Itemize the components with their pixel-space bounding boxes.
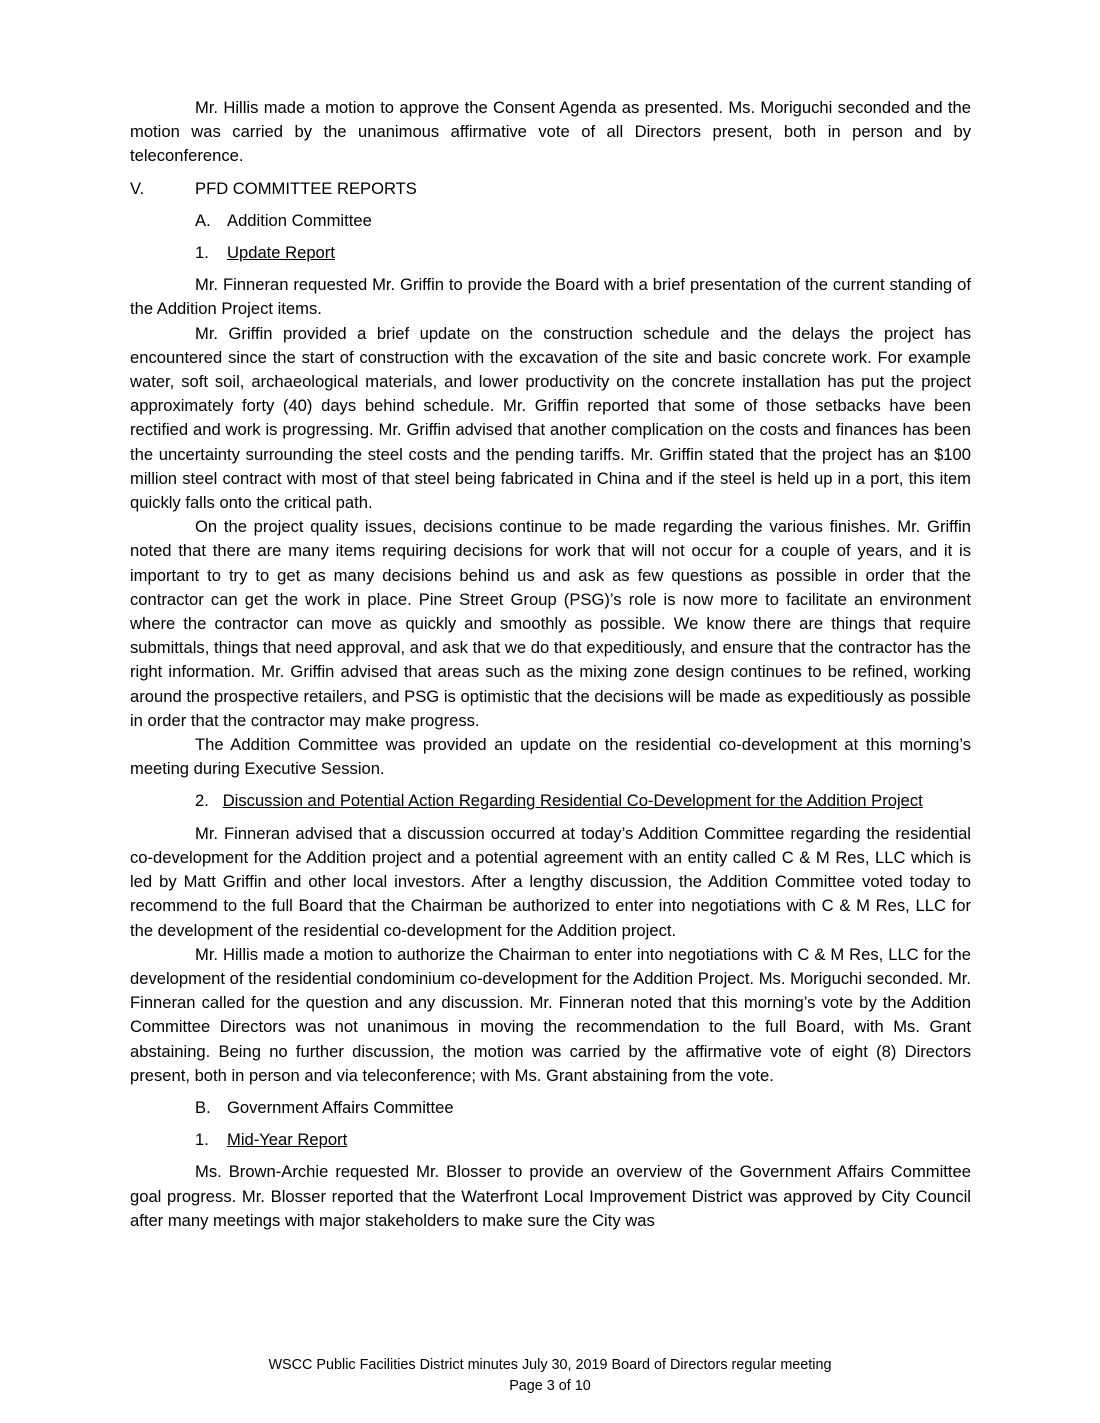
paragraph-quality-issues: On the project quality issues, decisions continue to be made regarding the various finishes. Mr. Griffin noted that there are many items requiring decisions for work that will not occur for a couple of years, and it is important to try to get as many decisions behind us and ask as few questions as possible in order that the contractor can get the work in place. Pine Street Group (PSG)’s role is now more to facilitate an environment where the contractor can move as quickly and smoothly as possible. We know there are things that require submittals, things that need approval, and ask that we do that expeditiously, and ensure that the contractor has the right information. Mr. Griffin advised that areas such as the mixing zone design continues to be refined, working around the prospective retailers, and PSG is optimistic that the decisions will be made as expeditiously as possible in order that the contractor may make progress. [130, 517, 971, 730]
subsection-title: Government Affairs Committee [227, 1097, 454, 1117]
paragraph-government-affairs-overview: Ms. Brown-Archie requested Mr. Blosser to provide an overview of the Government Affairs Committee goal progress. Mr. Blosser reported that the Waterfront Local Improvement District was approved by City Council after many meetings with major stakeholders to make sure the City was [130, 1162, 971, 1230]
subsection-title: Addition Committee [227, 210, 372, 230]
paragraph-residential-update: The Addition Committee was provided an update on the residential co-development at this morning’s meeting during Executive Session. [130, 735, 971, 779]
footer-page-number: Page 3 of 10 [509, 1378, 591, 1394]
page-footer [0, 1355, 1100, 1397]
subsection-heading-government-affairs [130, 1096, 971, 1120]
paragraph-griffin-schedule-update: Mr. Griffin provided a brief update on the construction schedule and the delays the project has encountered since the start of construction with the excavation of the site and basic concrete work. For example water, soft soil, archaeological materials, and lower productivity on the concrete installation has put the project approximately forty (40) days behind schedule. Mr. Griffin reported that some of those setbacks have been rectified and work is progressing. Mr. Griffin advised that another complication on the costs and finances has been the uncertainty surrounding the steel costs and the pending tariffs. Mr. Griffin stated that the project has an $100 million steel contract with most of that steel being fabricated in China and if the steel is held up in a port, this item quickly falls onto the critical path. [130, 323, 971, 513]
paragraph-hillis-negotiation-motion: Mr. Hillis made a motion to authorize the Chairman to enter into negotiations with C & M Res, LLC for the development of the residential condominium co-development for the Addition Project. Ms. Moriguchi seconded. Mr. Finneran called for the question and any discussion. Mr. Finneran noted that this morning’s vote by the Addition Committee Directors was not unanimous in moving the recommendation to the full Board, with Ms. Grant abstaining. Being no further discussion, the motion was carried by the affirmative vote of eight (8) Directors present, both in person and via teleconference; with Ms. Grant abstaining from the vote. [130, 944, 971, 1085]
paragraph-finneran-discussion: Mr. Finneran advised that a discussion occurred at today’s Addition Committee regarding the residential co-development for the Addition project and a potential agreement with an entity called C & M Res, LLC which is led by Matt Griffin and other local investors. After a lengthy discussion, the Addition Committee voted today to recommend to the full Board that the Chairman be authorized to enter into negotiations with C & M Res, LLC for the development of the residential co-development for the Addition project. [130, 823, 971, 940]
item-number: 1. [195, 1130, 209, 1150]
subsection-letter: B. [195, 1097, 211, 1117]
subsection-heading-addition-committee [130, 209, 971, 233]
section-heading-committee-reports [130, 177, 971, 201]
paragraph-consent-agenda-motion: Mr. Hillis made a motion to approve the Consent Agenda as presented. Ms. Moriguchi seconded and the motion was carried by the unanimous affirmative vote of all Directors present, both in person and by teleconference. [130, 98, 971, 166]
subsection-letter: A. [195, 210, 211, 230]
item-number: 2. [195, 791, 209, 811]
item-title: Discussion and Potential Action Regarding Residential Co-Development for the Addition Project [222, 791, 923, 811]
footer-document-title: WSCC Public Facilities District minutes July 30, 2019 Board of Directors regular meeting [268, 1357, 832, 1373]
minutes-page-body [130, 96, 971, 1233]
item-title: Update Report [227, 243, 335, 263]
item-title: Mid-Year Report [227, 1130, 348, 1150]
section-number: V. [130, 178, 145, 198]
item-heading-mid-year-report [130, 1128, 971, 1152]
item-number: 1. [195, 243, 209, 263]
section-title: PFD COMMITTEE REPORTS [195, 178, 417, 198]
item-heading-residential-co-development [130, 789, 971, 813]
paragraph-finneran-request: Mr. Finneran requested Mr. Griffin to provide the Board with a brief presentation of the current standing of the Addition Project items. [130, 275, 971, 319]
item-heading-update-report [130, 241, 971, 265]
